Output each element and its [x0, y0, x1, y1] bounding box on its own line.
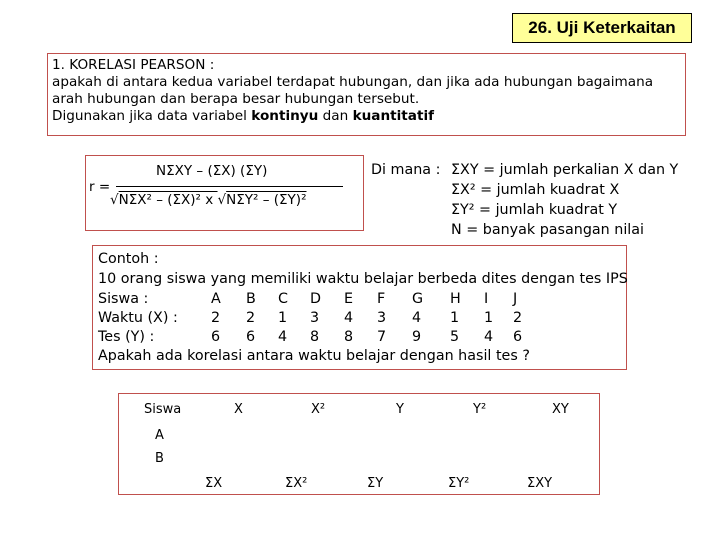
table-row-label: A: [155, 428, 164, 443]
definition-line-3: [52, 108, 681, 125]
legend-label: Di mana :: [371, 162, 441, 178]
tes-value: 6: [211, 329, 221, 345]
tes-value: 8: [310, 329, 320, 345]
waktu-value: 1: [484, 310, 494, 326]
formula-den-part-1: NΣX² – (ΣX)² x: [118, 192, 218, 208]
fraction-bar: [116, 186, 343, 187]
tes-value: 9: [412, 329, 422, 345]
siswa-value: J: [513, 291, 518, 307]
computation-table: [118, 393, 600, 495]
siswa-value: I: [484, 291, 489, 307]
tes-value: 4: [278, 329, 288, 345]
kontinyu-term: kontinyu: [251, 108, 319, 124]
siswa-value: E: [344, 291, 354, 307]
table-total-xy: ΣXY: [527, 476, 553, 491]
formula-denominator: [110, 192, 306, 208]
tes-value: 4: [484, 329, 494, 345]
formula-numerator: NΣXY – (ΣX) (ΣY): [156, 163, 268, 179]
waktu-value: 4: [344, 310, 354, 326]
waktu-value: 2: [513, 310, 523, 326]
table-header-y: Y: [396, 402, 404, 417]
legend-item: ΣXY = jumlah perkalian X dan Y: [451, 162, 679, 178]
definition-box: [47, 53, 686, 136]
example-box: [92, 245, 627, 370]
table-header-x: X: [234, 402, 243, 417]
table-header-x2: X²: [311, 402, 326, 417]
siswa-value: H: [450, 291, 461, 307]
table-header-siswa: Siswa: [144, 402, 182, 417]
legend-item: ΣX² = jumlah kuadrat X: [451, 182, 620, 198]
sqrt-symbol-1: √: [110, 192, 119, 208]
waktu-value: 3: [377, 310, 387, 326]
table-row-label: B: [155, 451, 164, 466]
definition-line-2: arah hubungan dan berapa besar hubungan tersebut.: [52, 91, 420, 107]
siswa-value: F: [377, 291, 386, 307]
example-heading: Contoh :: [98, 251, 159, 267]
waktu-row-label: Waktu (X) :: [98, 310, 178, 326]
siswa-value: C: [278, 291, 288, 307]
tes-value: 6: [246, 329, 256, 345]
table-total-x: ΣX: [205, 476, 223, 491]
slide-title: 26. Uji Keterkaitan: [512, 13, 692, 43]
table-total-y2: ΣY²: [448, 476, 470, 491]
kuantitatif-term: kuantitatif: [352, 108, 435, 124]
formula-r-label: r =: [89, 179, 111, 195]
table-header-y2: Y²: [473, 402, 487, 417]
waktu-value: 1: [278, 310, 288, 326]
tes-value: 5: [450, 329, 460, 345]
legend-item: N = banyak pasangan nilai: [451, 222, 644, 238]
tes-value: 6: [513, 329, 523, 345]
definition-line-3-prefix: Digunakan jika data variabel: [52, 108, 252, 124]
legend-item: ΣY² = jumlah kuadrat Y: [451, 202, 618, 218]
table-header-xy: XY: [552, 402, 569, 417]
waktu-value: 2: [246, 310, 256, 326]
siswa-value: A: [211, 291, 221, 307]
formula-box: [85, 155, 364, 231]
waktu-value: 1: [450, 310, 460, 326]
tes-value: 7: [377, 329, 387, 345]
waktu-value: 3: [310, 310, 320, 326]
dan-word: dan: [318, 108, 353, 124]
siswa-value: G: [412, 291, 424, 307]
tes-row-label: Tes (Y) :: [98, 329, 155, 345]
table-total-x2: ΣX²: [285, 476, 308, 491]
waktu-value: 4: [412, 310, 422, 326]
sqrt-symbol-2: √: [217, 192, 227, 208]
siswa-value: B: [246, 291, 256, 307]
waktu-value: 2: [211, 310, 221, 326]
definition-heading: 1. KORELASI PEARSON :: [52, 57, 215, 73]
example-intro: 10 orang siswa yang memiliki waktu belajar berbeda dites dengan tes IPS: [98, 271, 628, 287]
table-total-y: ΣY: [367, 476, 384, 491]
formula-den-part-2: NΣY² – (ΣY)²: [226, 192, 307, 208]
siswa-value: D: [310, 291, 322, 307]
tes-value: 8: [344, 329, 354, 345]
example-question: Apakah ada korelasi antara waktu belajar dengan hasil tes ?: [98, 348, 530, 364]
definition-line-1: apakah di antara kedua variabel terdapat hubungan, dan jika ada hubungan bagaimana: [52, 74, 654, 90]
siswa-row-label: Siswa :: [98, 291, 149, 307]
